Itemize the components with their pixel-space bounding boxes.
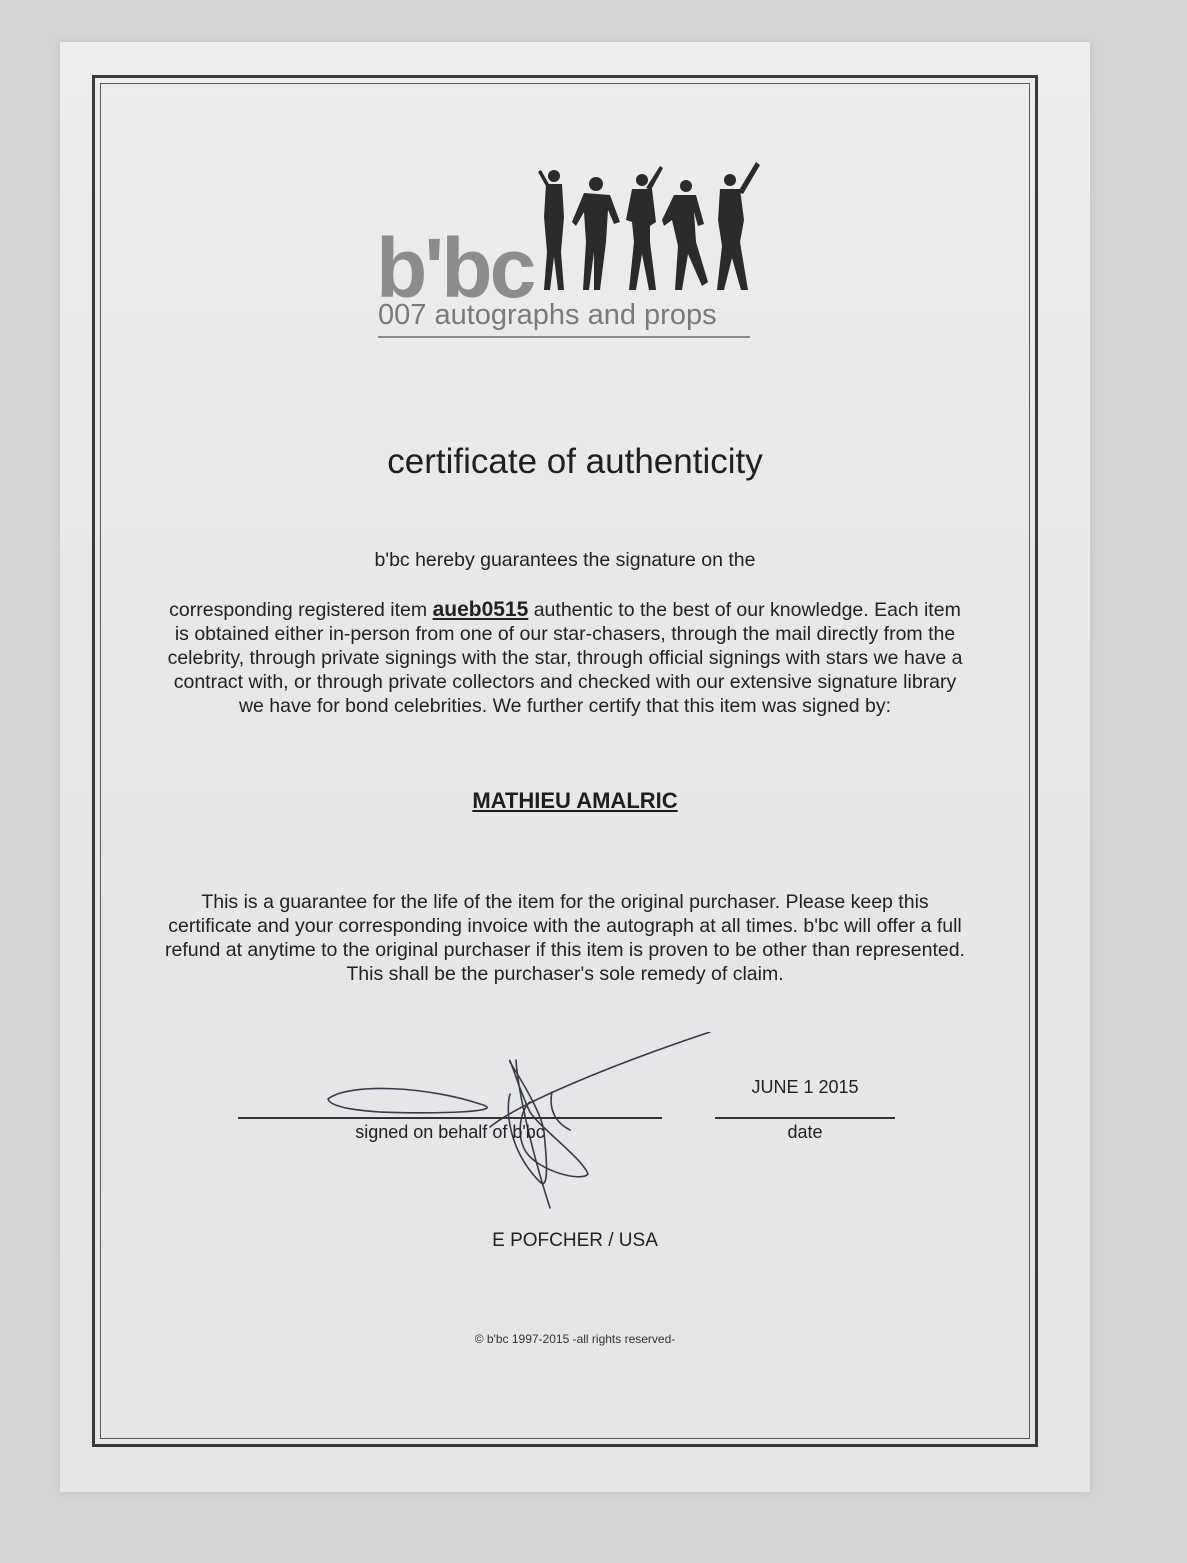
intro-text: b'bc hereby guarantees the signature on the [374, 549, 756, 571]
certificate-title: certificate of authenticity [387, 442, 763, 481]
bbc-logo [376, 162, 761, 347]
logo-underline [378, 336, 750, 338]
guarantee-text: This is a guarantee for the life of the item for the original purchaser. Please keep this certificate and your corresponding invoice with the autograph at all times. b'bc will offer a full refund at anytime to the original purchaser if this item is proven to be other than represented. This shall be the purchaser's sole remedy of claim. [165, 891, 965, 985]
body-text [165, 598, 965, 718]
date-caption: date [787, 1122, 823, 1142]
signature-line [238, 1117, 662, 1119]
date-line [715, 1117, 895, 1119]
body-text-rest: authentic to the best of our knowledge. Each item is obtained either in-person from one of our star-chasers, through the mail directly from the celebrity, through private signings with the star, through official signings with stars we have a contract with, or through private collectors and checked with our extensive signature library we have for bond celebrities. We further certify that this item was signed by: [167, 599, 963, 717]
signature-caption: signed on behalf of b'bc [355, 1122, 545, 1142]
silhouette-figures-icon [534, 162, 764, 302]
copyright-notice: © b'bc 1997-2015 -all rights reserved- [474, 1332, 676, 1346]
signee-name: MATHIEU AMALRIC [472, 788, 678, 813]
date-value: JUNE 1 2015 [751, 1077, 859, 1097]
item-code: aueb0515 [432, 598, 529, 621]
logo-wordmark: b'bc [376, 221, 534, 315]
logo-tagline: 007 autographs and props [378, 299, 717, 331]
body-text-start: corresponding registered item [169, 599, 433, 621]
certificate-paper [60, 42, 1090, 1492]
signer-name: E POFCHER / USA [492, 1230, 658, 1251]
